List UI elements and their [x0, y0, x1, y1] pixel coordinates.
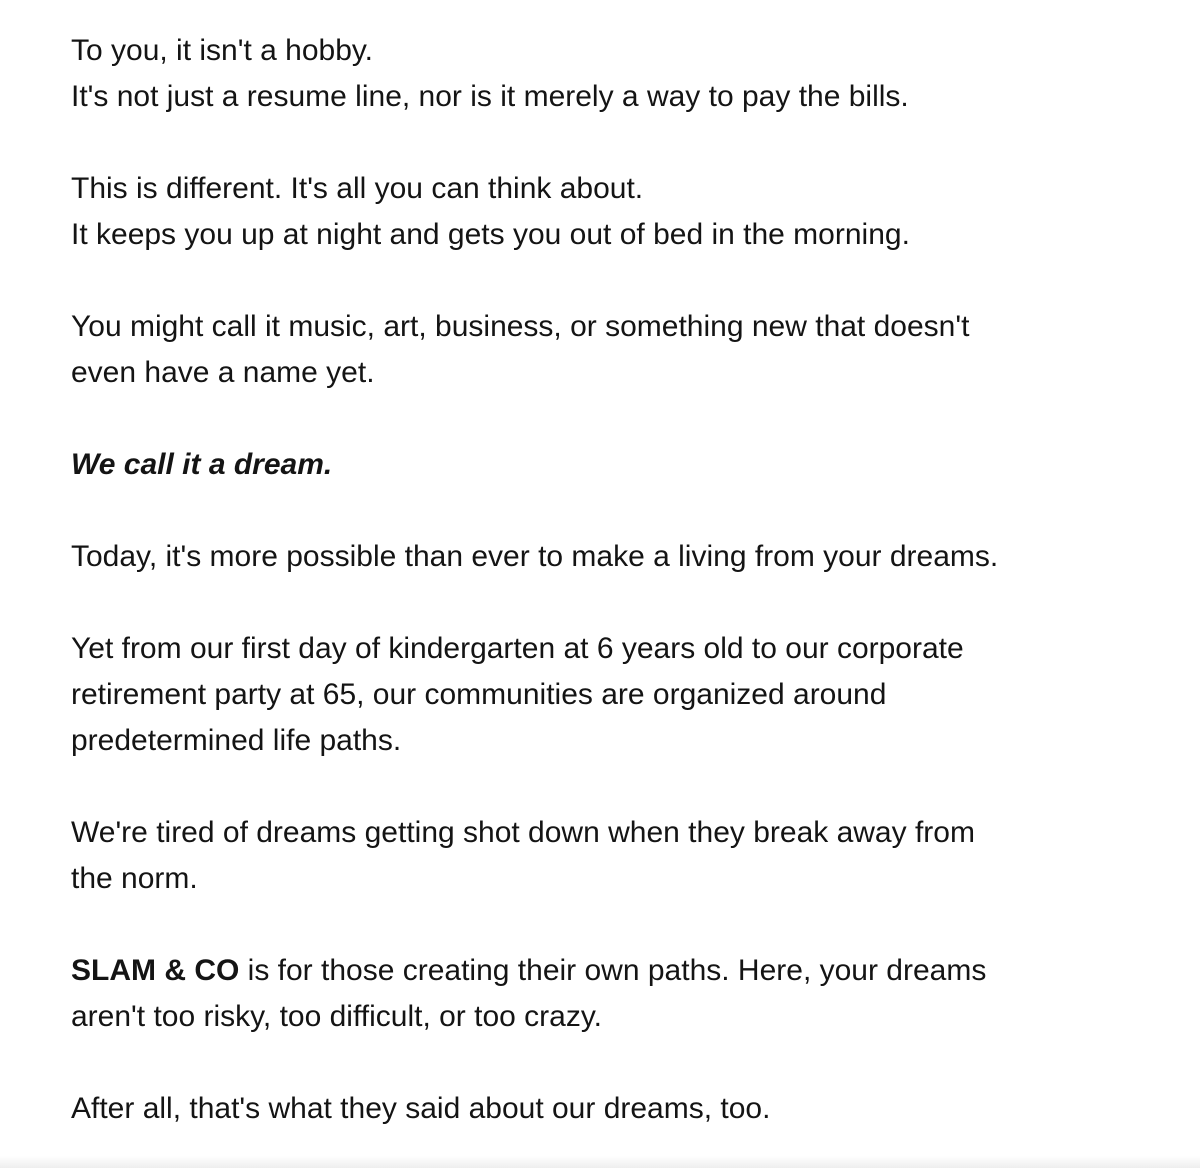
- text-line: aren't too risky, too difficult, or too crazy.: [71, 1000, 602, 1033]
- paragraph-today: [71, 534, 1181, 580]
- paragraph-different: [71, 166, 1181, 258]
- text-line: Today, it's more possible than ever to make a living from your dreams.: [71, 540, 999, 573]
- paragraph-tired: [71, 810, 1181, 902]
- paragraph-kindergarten: [71, 626, 1181, 764]
- paragraph-closing: [71, 1086, 1181, 1132]
- manifesto-document: [71, 28, 1181, 1132]
- text-segment: is for those creating their own paths. Here, your dreams: [239, 954, 987, 987]
- bottom-edge-shadow: [0, 1156, 1200, 1168]
- text-line: the norm.: [71, 862, 198, 895]
- text-line: Yet from our first day of kindergarten at 6 years old to our corporate: [71, 632, 964, 665]
- paragraph-brand: [71, 948, 1181, 1040]
- paragraph-music-art: [71, 304, 1181, 396]
- paragraph-spacer: [71, 396, 1181, 442]
- text-line: predetermined life paths.: [71, 724, 402, 757]
- paragraph-dream-heading: [71, 442, 1181, 488]
- paragraph-spacer: [71, 764, 1181, 810]
- text-line: It's not just a resume line, nor is it merely a way to pay the bills.: [71, 80, 909, 113]
- text-line: [71, 948, 1181, 994]
- paragraph-spacer: [71, 902, 1181, 948]
- paragraph-spacer: [71, 580, 1181, 626]
- paragraph-spacer: [71, 120, 1181, 166]
- text-line: We're tired of dreams getting shot down when they break away from: [71, 816, 975, 849]
- text-line: retirement party at 65, our communities are organized around: [71, 678, 887, 711]
- text-line: After all, that's what they said about our dreams, too.: [71, 1092, 771, 1125]
- text-line: To you, it isn't a hobby.: [71, 34, 374, 67]
- emphasis-text: We call it a dream.: [71, 448, 333, 481]
- paragraph-spacer: [71, 488, 1181, 534]
- text-line: You might call it music, art, business, or something new that doesn't: [71, 310, 970, 343]
- text-line: This is different. It's all you can think about.: [71, 172, 644, 205]
- text-line: It keeps you up at night and gets you out of bed in the morning.: [71, 218, 910, 251]
- paragraph-hobby: [71, 28, 1181, 120]
- text-line: even have a name yet.: [71, 356, 375, 389]
- paragraph-spacer: [71, 1040, 1181, 1086]
- brand-name: SLAM & CO: [71, 954, 240, 987]
- paragraph-spacer: [71, 258, 1181, 304]
